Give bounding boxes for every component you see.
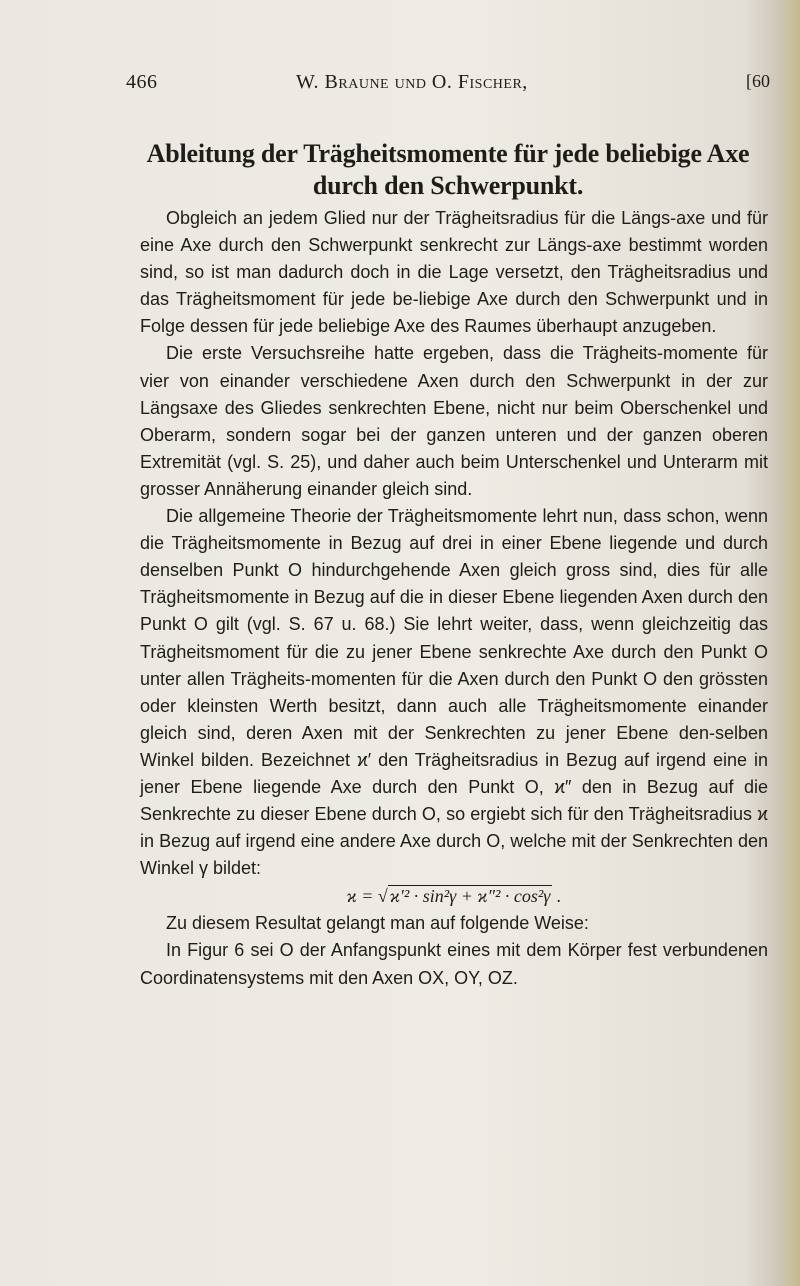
formula-lhs: ϰ = [346,886,378,907]
running-head: W. Braune und O. Fischer, [296,71,528,93]
section-title-line-2: durch den Schwerpunkt. [312,171,584,200]
paragraph-3: Die allgemeine Theorie der Trägheitsmomente lehrt nun, dass schon, wenn die Trägheitsmomente in Bezug auf drei in einer Ebene liegende und durch denselben Punkt O hindurchgehende Axen gleich gross sind, dies für alle Trägheitsmomente in Bezug auf die in dieser Ebene liegenden Axen durch den Punkt O gilt (vgl. S. 67 u. 68.) Sie lehrt weiter, dass, wenn gleichzeitig das Trägheitsmoment für die zu jener Ebene senkrechte Axe durch den Punkt O unter allen Trägheits-momenten für die Axen durch den Punkt O den grössten oder kleinsten Werth besitzt, dann auch alle Trägheitsmomente einander gleich sind, deren Axen mit der Senkrechten zu jener Ebene den-selben Winkel bilden. Bezeichnet ϰ′ den Trägheitsradius in Bezug auf irgend eine in jener Ebene liegende Axe durch den Punkt O, ϰ″ den in Bezug auf die Senkrechte zu dieser Ebene durch O, so ergiebt sich für den Trägheitsradius ϰ in Bezug auf irgend eine andere Axe durch O, welche mit der Senkrechten den Winkel γ bildet: [140,506,768,879]
radius-formula [140,882,768,910]
page-header [126,71,770,101]
paragraph-1: Obgleich an jedem Glied nur der Trägheitsradius für die Längs-axe und für eine Axe durch den Schwerpunkt senkrecht zur Längs-axe bestimmt worden sind, so ist man dadurch doch in die Lage versetzt, den Trägheitsradius und das Trägheitsmoment für jede be-liebige Axe durch den Schwerpunkt und in Folge dessen für jede beliebige Axe des Raumes überhaupt anzugeben. [140,208,768,337]
section-title [126,138,770,202]
paragraph-4: Zu diesem Resultat gelangt man auf folgende Weise: [166,913,589,934]
radical-sign: √ [377,886,388,907]
section-title-line-1: Ableitung der Trägheitsmomente für jede beliebige Axe [146,139,750,168]
formula-radicand: ϰ′² · sin²γ + ϰ″² · cos²γ [389,886,551,907]
formula-end: . [552,886,562,907]
paragraph-2: Die erste Versuchsreihe hatte ergeben, dass die Trägheits-momente für vier von einander verschiedene Axen durch den Schwerpunkt in der zur Längsaxe des Gliedes senkrechten Ebene, nicht nur beim Oberschenkel und Oberarm, sondern sogar bei der ganzen unteren und der ganzen oberen Extremität (vgl. S. 25), und daher auch beim Unterschenkel und Unterarm mit grosser Annäherung einander gleich sind. [140,343,768,499]
body-text [140,205,768,992]
section-number: [60 [746,71,770,91]
paragraph-5: In Figur 6 sei O der Anfangspunkt eines mit dem Körper fest verbundenen Coordinatensystems mit den Axen OX, OY, OZ. [140,940,768,988]
page-number: 466 [126,71,158,93]
